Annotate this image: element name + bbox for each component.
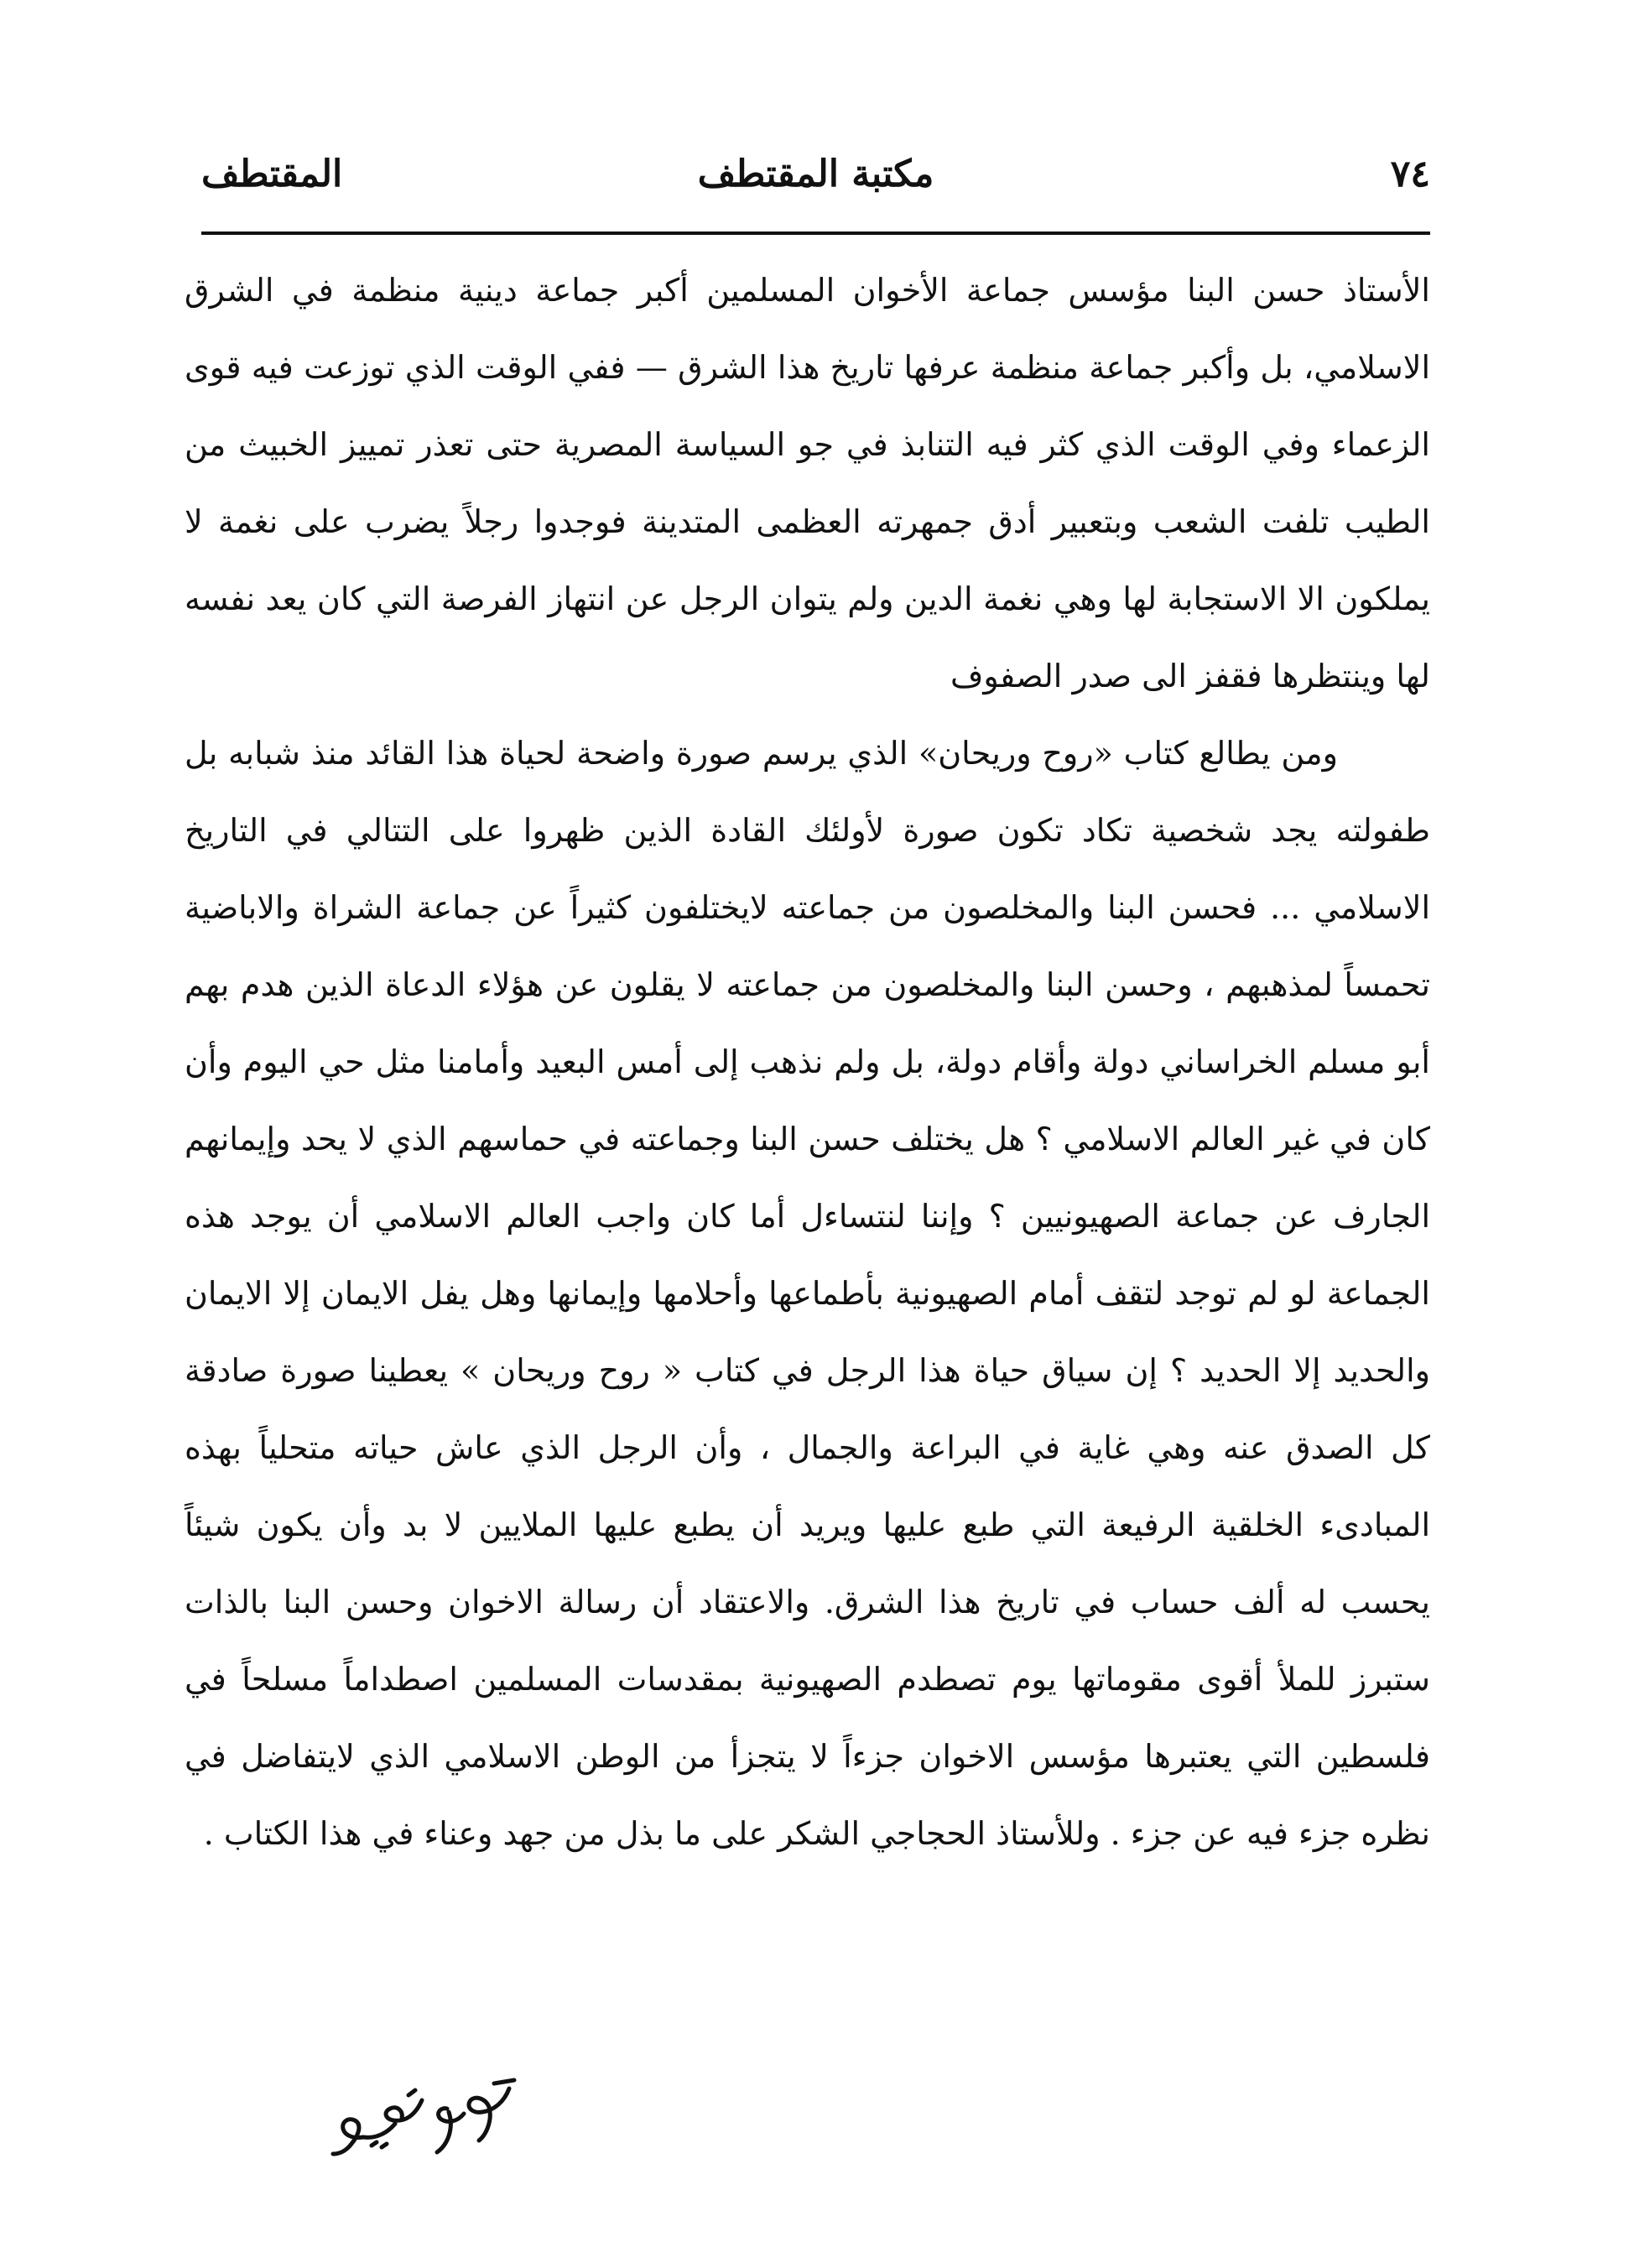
header-divider: [201, 231, 1430, 235]
section-title: المقتطف: [201, 153, 343, 195]
paragraph: ومن يطالع كتاب «روح وريحان» الذي يرسم صورة واضحة لحياة هذا القائد منذ شبابه بل طفولته يجد شخصية تكاد تكون صورة لأولئك القادة الذين ظهروا على التتالي في التاريخ الاسلامي ... فحسن البنا والمخلصون من جماعته لايختلفون كثيراً عن جماعة الشراة والاباضية تحمساً لمذهبهم ، وحسن البنا والمخلصون من جماعته لا يقلون عن هؤلاء الدعاة الذين هدم بهم أبو مسلم الخراساني دولة وأقام دولة، بل ولم نذهب إلى أمس البعيد وأمامنا مثل حي اليوم وأن كان في غير العالم الاسلامي ؟ هل يختلف حسن البنا وجماعته في حماسهم الذي لا يحد وإيمانهم الجارف عن جماعة الصهيونيين ؟ وإننا لنتساءل أما كان واجب العالم الاسلامي أن يوجد هذه الجماعة لو لم توجد لتقف أمام الصهيونية بأطماعها وأحلامها وإيمانها وهل يفل الايمان إلا الايمان والحديد إلا الحديد ؟ إن سياق حياة هذا الرجل في كتاب « روح وريحان » يعطينا صورة صادقة كل الصدق عنه وهي غاية في البراعة والجمال ، وأن الرجل الذي عاش حياته متحلياً بهذه المبادىء الخلقية الرفيعة التي طبع عليها ويريد أن يطبع عليها الملايين لا بد وأن يكون شيئاً يحسب له ألف حساب في تاريخ هذا الشرق. والاعتقاد أن رسالة الاخوان وحسن البنا بالذات ستبرز للملأ أقوى مقوماتها يوم تصطدم الصهيونية بمقدسات المسلمين اصطداماً مسلحاً في فلسطين التي يعتبرها مؤسس الاخوان جزءاً لا يتجزأ من الوطن الاسلامي الذي لايتفاضل في نظره جزء فيه عن جزء . وللأستاذ الحجاجي الشكر على ما بذل من جهد وعناء في هذا الكتاب .: [185, 735, 1430, 1852]
paragraph: الأستاذ حسن البنا مؤسس جماعة الأخوان المسلمين أكبر جماعة دينية منظمة في الشرق الاسلامي، بل وأكبر جماعة منظمة عرفها تاريخ هذا الشرق — ففي الوقت الذي توزعت فيه قوى الزعماء وفي الوقت الذي كثر فيه التنابذ في جو السياسة المصرية حتى تعذر تمييز الخبيث من الطيب تلفت الشعب وبتعبير أدق جمهرته العظمى المتدينة فوجدوا رجلاً يضرب على نغمة لا يملكون الا الاستجابة لها وهي نغمة الدين ولم يتوان الرجل عن انتهاز الفرصة التي كان يعد نفسه لها وينتظرها فقفز الى صدر الصفوف: [185, 272, 1430, 694]
page-number: ٧٤: [1390, 153, 1430, 195]
page-header: [201, 141, 1430, 216]
handwritten-signature: [315, 2047, 541, 2172]
signature-image: [315, 2047, 541, 2172]
article-body: [185, 252, 1430, 1872]
book-title: مكتبة المقتطف: [697, 153, 934, 195]
